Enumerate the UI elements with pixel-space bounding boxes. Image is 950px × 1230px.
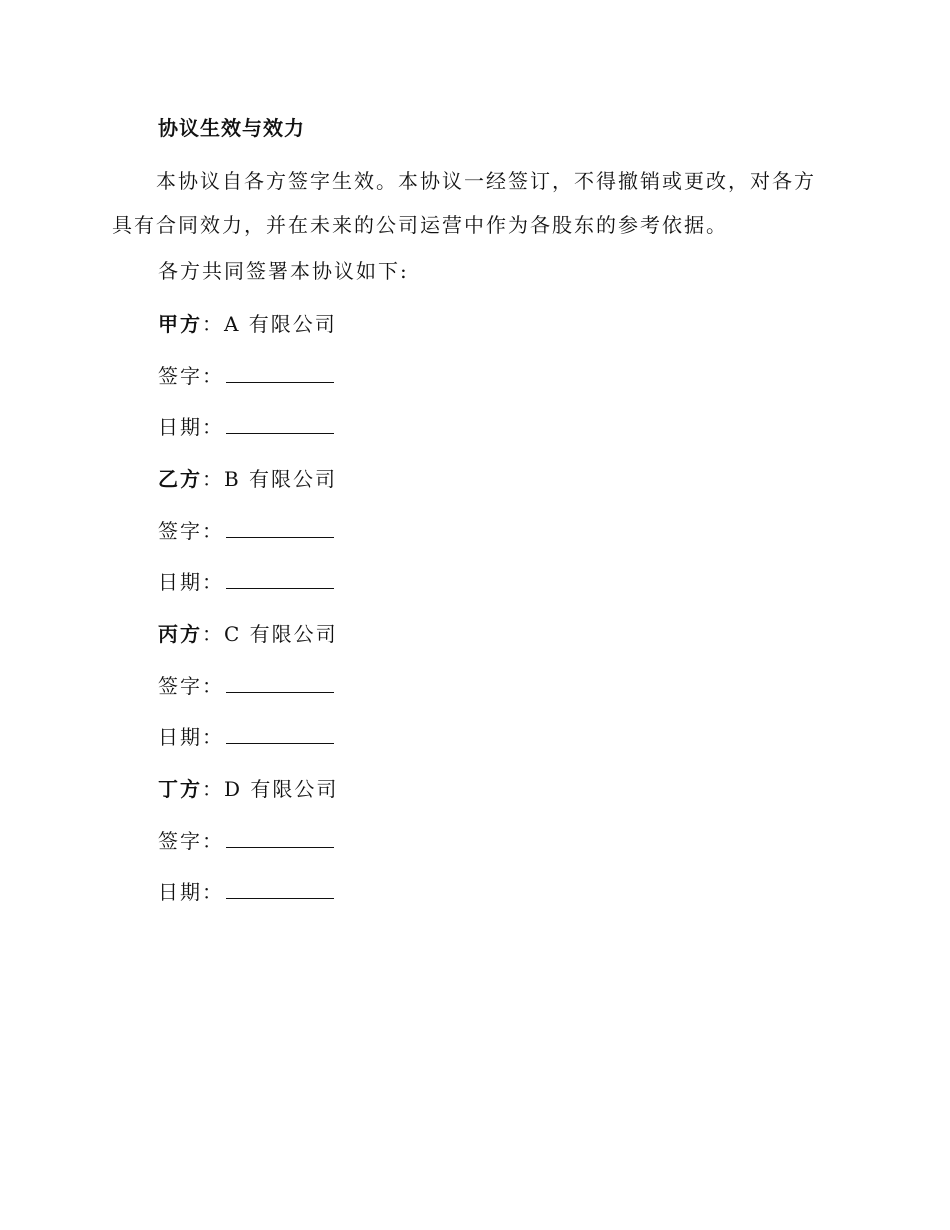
- date-blank: [226, 568, 334, 589]
- party-a-separator: ：: [202, 312, 224, 336]
- party-d-date-line: [158, 877, 334, 907]
- party-b-company: B 有限公司: [224, 467, 338, 491]
- party-b-line: [158, 464, 337, 494]
- date-label: 日期：: [158, 880, 224, 904]
- party-d-label: 丁方: [158, 777, 202, 801]
- party-d-separator: ：: [202, 777, 224, 801]
- party-c-signature-line: [158, 671, 334, 701]
- party-d-line: [158, 774, 338, 804]
- party-b-date-line: [158, 567, 334, 597]
- date-label: 日期：: [158, 570, 224, 594]
- party-a-line: [158, 309, 337, 339]
- party-a-label: 甲方: [158, 312, 202, 336]
- date-blank: [226, 878, 334, 899]
- party-d-company: D 有限公司: [224, 777, 339, 801]
- party-c-company: C 有限公司: [224, 622, 338, 646]
- party-b-label: 乙方: [158, 467, 202, 491]
- signature-label: 签字：: [158, 519, 224, 543]
- effect-paragraph: 本协议自各方签字生效。本协议一经签订，不得撤销或更改，对各方具有合同效力，并在未来的公司运营中作为各股东的参考依据。: [112, 169, 816, 237]
- date-label: 日期：: [158, 415, 224, 439]
- signing-intro: 各方共同签署本协议如下:: [158, 259, 409, 283]
- signature-blank: [226, 362, 334, 383]
- party-a-company: A 有限公司: [224, 312, 337, 336]
- signature-label: 签字：: [158, 364, 224, 388]
- party-c-separator: ：: [202, 622, 224, 646]
- signature-blank: [226, 517, 334, 538]
- date-label: 日期：: [158, 725, 224, 749]
- party-a-date-line: [158, 412, 334, 442]
- party-c-label: 丙方: [158, 622, 202, 646]
- party-b-separator: ：: [202, 467, 224, 491]
- signature-blank: [226, 827, 334, 848]
- signature-label: 签字：: [158, 674, 224, 698]
- party-c-date-line: [158, 722, 334, 752]
- party-c-line: [158, 619, 338, 649]
- section-heading: 协议生效与效力: [158, 116, 305, 140]
- signature-label: 签字：: [158, 829, 224, 853]
- party-a-signature-line: [158, 361, 334, 391]
- party-b-signature-line: [158, 516, 334, 546]
- signature-blank: [226, 672, 334, 693]
- date-blank: [226, 413, 334, 434]
- date-blank: [226, 723, 334, 744]
- party-d-signature-line: [158, 826, 334, 856]
